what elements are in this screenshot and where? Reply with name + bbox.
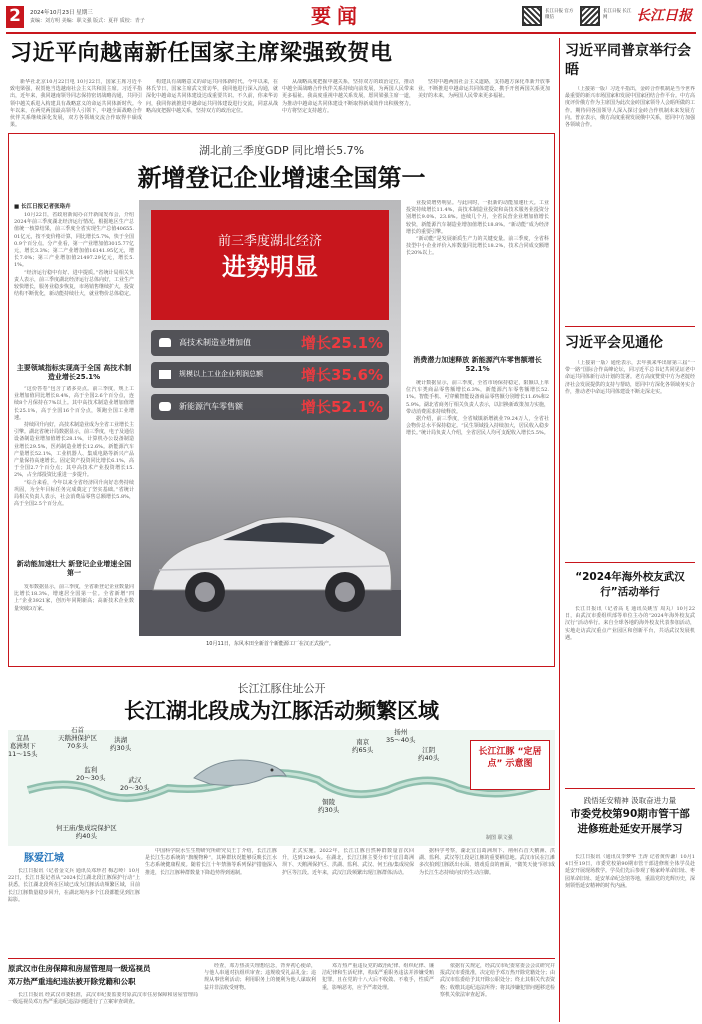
right-column-divider	[559, 38, 560, 1022]
lead-headline: 习近平向越南新任国家主席梁强致贺电	[10, 41, 393, 66]
map-credit: 制图 职文强	[486, 835, 513, 841]
header-rule	[6, 32, 696, 34]
lead-col-1: 新华社北京10月22日电 10月22日，国家主席习近平致电梁强，祝贺他当选越南社会主义共和国主席。习近平指出，近年来，我同越南领导同志保持密切战略沟通，共同引领中越关系进入构建具有战略意义的命运共同体新时代。今年以来，在两党两国最高领导人引领下，中越全面战略合作伙伴关系继续深化发展，双方各领域交流合作取得丰硕成果。	[10, 79, 142, 129]
page-header	[0, 0, 702, 33]
factory-icon	[159, 370, 171, 379]
bottom-col-1: 长江日报讯 经武汉市委批准，武汉市纪委监委对原武汉市住房保障和房屋管理局一级巡视员邓万热严重违纪违法问题进行了立案审查调查。	[8, 992, 198, 1006]
gdp-col3-text-a: 业投资增势明显。与此同时，一批新的动能加速壮大。工业投资持续增长11.4%，高技术制造业投资和高技术服务业投资分别增长9.0%、23.8%。连续几个月，全省民营企业增加值增长较快，新能源汽车制造业增加值增长18.8%。“新动能”成为经济增长的重要引擎。 “新动能”是发展新质生产力的关键变量。前三季度，全省科技型中小企业评价入库数量同比增长18.2%，技术合同成交额增长20%以上。	[406, 200, 549, 257]
dolphin-illustration	[190, 748, 290, 792]
map-label-tongling: 铜陵 约30头	[318, 798, 340, 814]
map-label-jianli: 监利 20～30头	[76, 766, 106, 782]
column-label: 豚爱江城	[24, 853, 64, 864]
yanan-headline: 市委党校第90期市管干部进修班赴延安开展学习	[570, 808, 690, 835]
alumni-headline: “2024年海外校友武汉行”活动举行	[575, 571, 685, 598]
photo-caption: 10月11日，东风本田全新首个新能源工厂在汉正式投产。	[139, 636, 401, 652]
gdp-col1-text-a: 10月22日，省政府新闻办召开新闻发布会，介绍2024年前三季度湖北经济运行情况。根据地区生产总值统一核算结果，前三季度全省实现生产总值40655.01亿元，按不变价格计算，同比增长5.7%，快于全国0.9个百分点。分产业看，第一产业增加值3015.77亿元，增长3.3%；第二产业增加值16141.95亿元，增长7.0%；第三产业增加值21497.29亿元，增长5.1%。 “经济运行稳中有好、进中提质。”省统计局相关负责人表示，前三季度湖北经济运行总体向好，工业生产较快增长，服务业稳步恢复，市场销售继续扩大，投资结构不断优化，新动能持续壮大，就业物价总体稳定。	[14, 212, 134, 298]
gdp-col1-text-c: 发布数据显示，前三季度，全省新登记企业数量同比增长18.3%，增速居全国第一位。全省新增“四上”企业3921家，创历年同期新高；高新技术企业数量突破3万家。	[14, 584, 134, 660]
dolphin-col-2: 中国科学院水生生物研究所研究员王丁介绍，长江江豚是长江生态系统的“旗舰物种”，其种群状况能够反映长江水生态系统健康程度。随着长江十年禁渔等系列保护措施深入推进，长江江豚种群数量下降趋势得到遏制。	[145, 848, 277, 876]
paper-name-logo: 长江日报	[636, 8, 692, 24]
gdp-subhead-3: 消费潜力加速释放 新能源汽车零售额增长52.1%	[413, 356, 542, 373]
lead-col-3: 从战略高度把握中越关系，坚持双方的政治定位，推动中越全面战略合作伙伴关系持续向前发展，为两国人民带来更多福祉。我高度重视中越关系发展，愿同梁强主席一道，为推动中越命运共同体建设不断取得新成效作出积极努力。中方将坚定支持越方。	[282, 79, 414, 114]
gdp-col3-text-b: 统计数据显示，前三季度，全省市场保持稳定，限额以上单位汽车类商品零售额增长6.3%，新能源汽车零售额增长52.1%。智能手机、可穿戴智能设备商品零售额分别增长11.6%和25.9%。湖北省商务厅相关负责人表示，以旧换新政策加力实施，带动消费需求持续释放。 据介绍，前三季度，全省城镇新增就业79.24万人，全省社会物价总水平保持稳定。“民生领域投入持续加大，居民收入稳步增长。”统计局负责人介绍，全省居民人均可支配收入增长5.5%。	[406, 380, 549, 437]
qr-code-1[interactable]	[522, 6, 542, 26]
map-label-yangzhou: 扬州 35～40头	[386, 728, 416, 744]
bottom-col-4: 依据有关规定，经武汉市纪委常委会会议研究并报武汉市委批准，决定给予邓万热开除党籍处分；由武汉市监委给予其开除公职处分；终止其相关代表资格；收缴其违纪违法所得；将其涉嫌犯罪问题移送检察机关依法审查起诉。	[440, 963, 555, 998]
date-line: 2024年10月23日 星期三	[30, 10, 93, 16]
infographic-title-1: 前三季度湖北经济	[217, 234, 322, 249]
gdp-col1-text-b: “这份答卷”包含了诸多亮点。前三季度，规上工业增加值同比增长8.4%，高于全国2.6个百分点，连续8个月保持在7%以上。其中高技术制造业增加值增长25.1%，高于全国16个百分点，领跑全国工业增速。 持续回升向好，高技术制造业成为全省工业增长主引擎。湖北省统计局数据显示，前三季度，电子及通信设备制造业增加值增长28.1%，计算机办公设备制造业增长29.5%，医药制造业增长12.6%。新能源汽车产量增长52.1%，工业机器人、集成电路等新兴产品产量保持高速增长。固定资产投资同比增长6.1%，高于全国2.7个百分点；其中高技术产业投资增长15.2%，占全部投资比重进一步提升。 “综合来看，今年以来全省经济回升向好态势持续巩固，为全年目标任务完成奠定了坚实基础。”省统计局相关负责人表示，社会消费品零售总额增长5.8%，高于全国2.5个百分点。	[14, 386, 134, 508]
yanan-text: 长江日报讯（通讯员李梦华 王涛 记者黄传谦）10月14日至19日，市委党校第90期市管干部进修班全体学员赴延安开展现场教学。学员们先后参观了杨家岭革命旧址、枣园革命旧址、延安革命纪念馆等地，重温党的光辉历史，深刻领悟延安精神的时代内涵。	[565, 854, 695, 889]
lead-col-2: 构建具有战略意义的命运共同体新时代。今年以来，在林氏节日，国家主席武文赏访华，我同他进行深入沟通，就深化中越命运共同体建设达成重要共识。不久前，你来华访问，我同你就推进中越命运共同体建设进行交流，同意从战略高度把握中越关系，坚持双方的政治定位。	[146, 79, 278, 114]
lead-col-4: 坚持中越两国社会主义道路，支持越方深化革新开放事业，不断推进中越命运共同体建设，携手开创两国关系更加美好的未来，为两国人民带来更多福祉。	[418, 79, 550, 100]
map-label-yichang: 宜昌 葛洲坝下 11～15头	[8, 734, 38, 758]
map-label-jiangyin: 江阴 约40头	[418, 746, 440, 762]
dolphin-kicker: 长江江豚住址公开	[237, 682, 326, 695]
infographic-title-2: 进势明显	[222, 253, 318, 281]
bottom-headline-2: 邓万热严重违纪违法被开除党籍和公职	[8, 977, 136, 986]
infographic-row-1-label: 高技术制造业增加值	[179, 338, 251, 347]
dolphin-col-4: 据科学考察，湖北宜昌葛洲坝下、荆州石首天鹅洲、洪湖、监利、武汉等江段是江豚的重要栖息地。武汉市民在江滩多次拍到江豚跃出水面、嬉戏觅食的画面，“微笑天使”回归成为长江生态持续向好的生动注脚。	[419, 848, 555, 876]
bottom-rule	[8, 958, 555, 959]
infographic-row-1-value: 增长25.1%	[301, 334, 384, 352]
gdp-infographic	[139, 200, 401, 652]
right-rule-2	[565, 562, 695, 563]
page-number: 2	[9, 6, 21, 26]
gdp-byline: ■ 长江日报记者张珞卉	[14, 204, 71, 210]
infographic-row-3	[151, 394, 389, 420]
map-label-honghu: 洪湖 约30头	[110, 736, 132, 752]
infographic-row-2	[151, 362, 389, 388]
map-label-shishou: 石首 天鹅洲保护区 70多头	[58, 726, 97, 750]
dolphin-col-3: 正式实施。2022年，长江江豚自然种群数量首次回升，达到1249头。在湖北，长江江豚主要分布于宜昌葛洲坝下、天鹅洲保护区、洪湖、监利、武汉、何王庙/集成垸保护区等江段。近年来，武汉江段频繁出现江豚群体活动。	[282, 848, 414, 876]
infographic-row-1	[151, 330, 389, 356]
bottom-col-3: 邓万热严重违反党的政治纪律、组织纪律、廉洁纪律和生活纪律，构成严重职务违法并涉嫌受贿犯罪，且在党的十八大后不收敛、不收手，性质严重，影响恶劣，应予严肃处理。	[322, 963, 434, 991]
gdp-subhead-1: 主要领域指标实现高于全国 高技术制造业增长25.1%	[16, 364, 132, 381]
infographic-row-2-label: 规模以上工业企业利润总额	[179, 370, 263, 378]
qr-caption-1: 长江日报 官方微信	[545, 9, 574, 20]
putin-text: （上接第一版）习近平指出，金砖合作机制是当今世界最重要的新兴市场国家和发展中国家团结合作平台。中方高度评价俄方作为主席国为此次金砖国家领导人会晤所做的工作。期待同各国领导人深入探讨金砖合作机制未来发展方向。普京表示，俄方高度重视发展俄中关系，愿同中方加强各领域合作。	[565, 86, 695, 129]
thongloun-text: （上接第一版）通伦表示，去年我来华出席第三届“一带一路”国际合作高峰论坛，同习近平总书记共同见证老中命运共同体新行动计划的签署。老方高度赞赏中方为老挝经济社会发展提供的支持与帮助，愿同中方深化各领域务实合作，推动老中命运共同体建设不断走深走实。	[565, 360, 695, 395]
ev-car-icon	[159, 402, 171, 411]
dolphin-headline: 长江湖北段成为江豚活动频繁区域	[124, 699, 439, 723]
putin-headline: 习近平同普京举行会晤	[565, 43, 691, 78]
infographic-row-3-value: 增长52.1%	[301, 398, 384, 416]
gdp-headline: 新增登记企业增速全国第一	[137, 164, 426, 192]
infographic-row-2-value: 增长35.6%	[301, 366, 384, 384]
car-photo	[139, 440, 401, 652]
infographic-row-3-label: 新能源汽车零售额	[179, 402, 243, 411]
yanan-kicker: 践悟延安精神 汲取奋进力量	[583, 796, 677, 805]
car-icon	[159, 338, 171, 347]
map-label-hewangmiao: 何王庙/集成垸保护区 约40头	[56, 824, 117, 840]
gdp-subhead-2: 新动能加速壮大 新登记企业增速全国第一	[14, 560, 134, 578]
dolphin-col-1: 长江日报讯（记者金文兵 通讯员邓珍君 梅志岭）10月22日，长江日报记者从“2024长江湖北段江豚保护行动”上获悉，长江湖北段所在区域已成为江豚活动频繁区域，目前长江江豚数量稳步回升，在湖北境内多个江段都能见到江豚踪影。	[8, 868, 140, 903]
qr-caption-2: 长江日报 长江网	[603, 9, 632, 20]
bottom-headline-1: 原武汉市住房保障和房屋管理局一级巡视员	[8, 964, 151, 973]
gdp-kicker: 湖北前三季度GDP 同比增长5.7%	[198, 144, 365, 157]
map-title: 长江江豚 “定居点” 示意图	[478, 747, 542, 769]
qr-code-2[interactable]	[580, 6, 600, 26]
right-rule-3	[565, 788, 695, 789]
section-title: 要闻	[311, 4, 363, 28]
thongloun-headline: 习近平会见通伦	[565, 335, 663, 351]
map-label-nanjing: 南京 约65头	[352, 738, 374, 754]
map-label-wuhan: 武汉 20～30头	[120, 776, 150, 792]
editors-line: 责编：刘方明 美编：职文强 版式：夏祥 质校：青子	[30, 18, 145, 24]
right-rule-1	[565, 326, 695, 327]
bottom-col-2: 经查，邓万热丧失理想信念，背弃初心使命，与他人串通对抗组织审查；违规收受礼品礼金；违规从事营利活动；利用职务上的便利为他人谋取利益并非法收受财物。	[204, 963, 316, 991]
alumni-text: 长江日报讯（记者高飞 通讯员姚雪 周丸）10月22日，由武汉市委组织部等单位主办的“2024年海外校友武汉行”活动举行。来自全球各地的海外校友代表参加活动，实地走访武汉重点产业园区和创新平台，共话武汉发展机遇。	[565, 606, 695, 641]
